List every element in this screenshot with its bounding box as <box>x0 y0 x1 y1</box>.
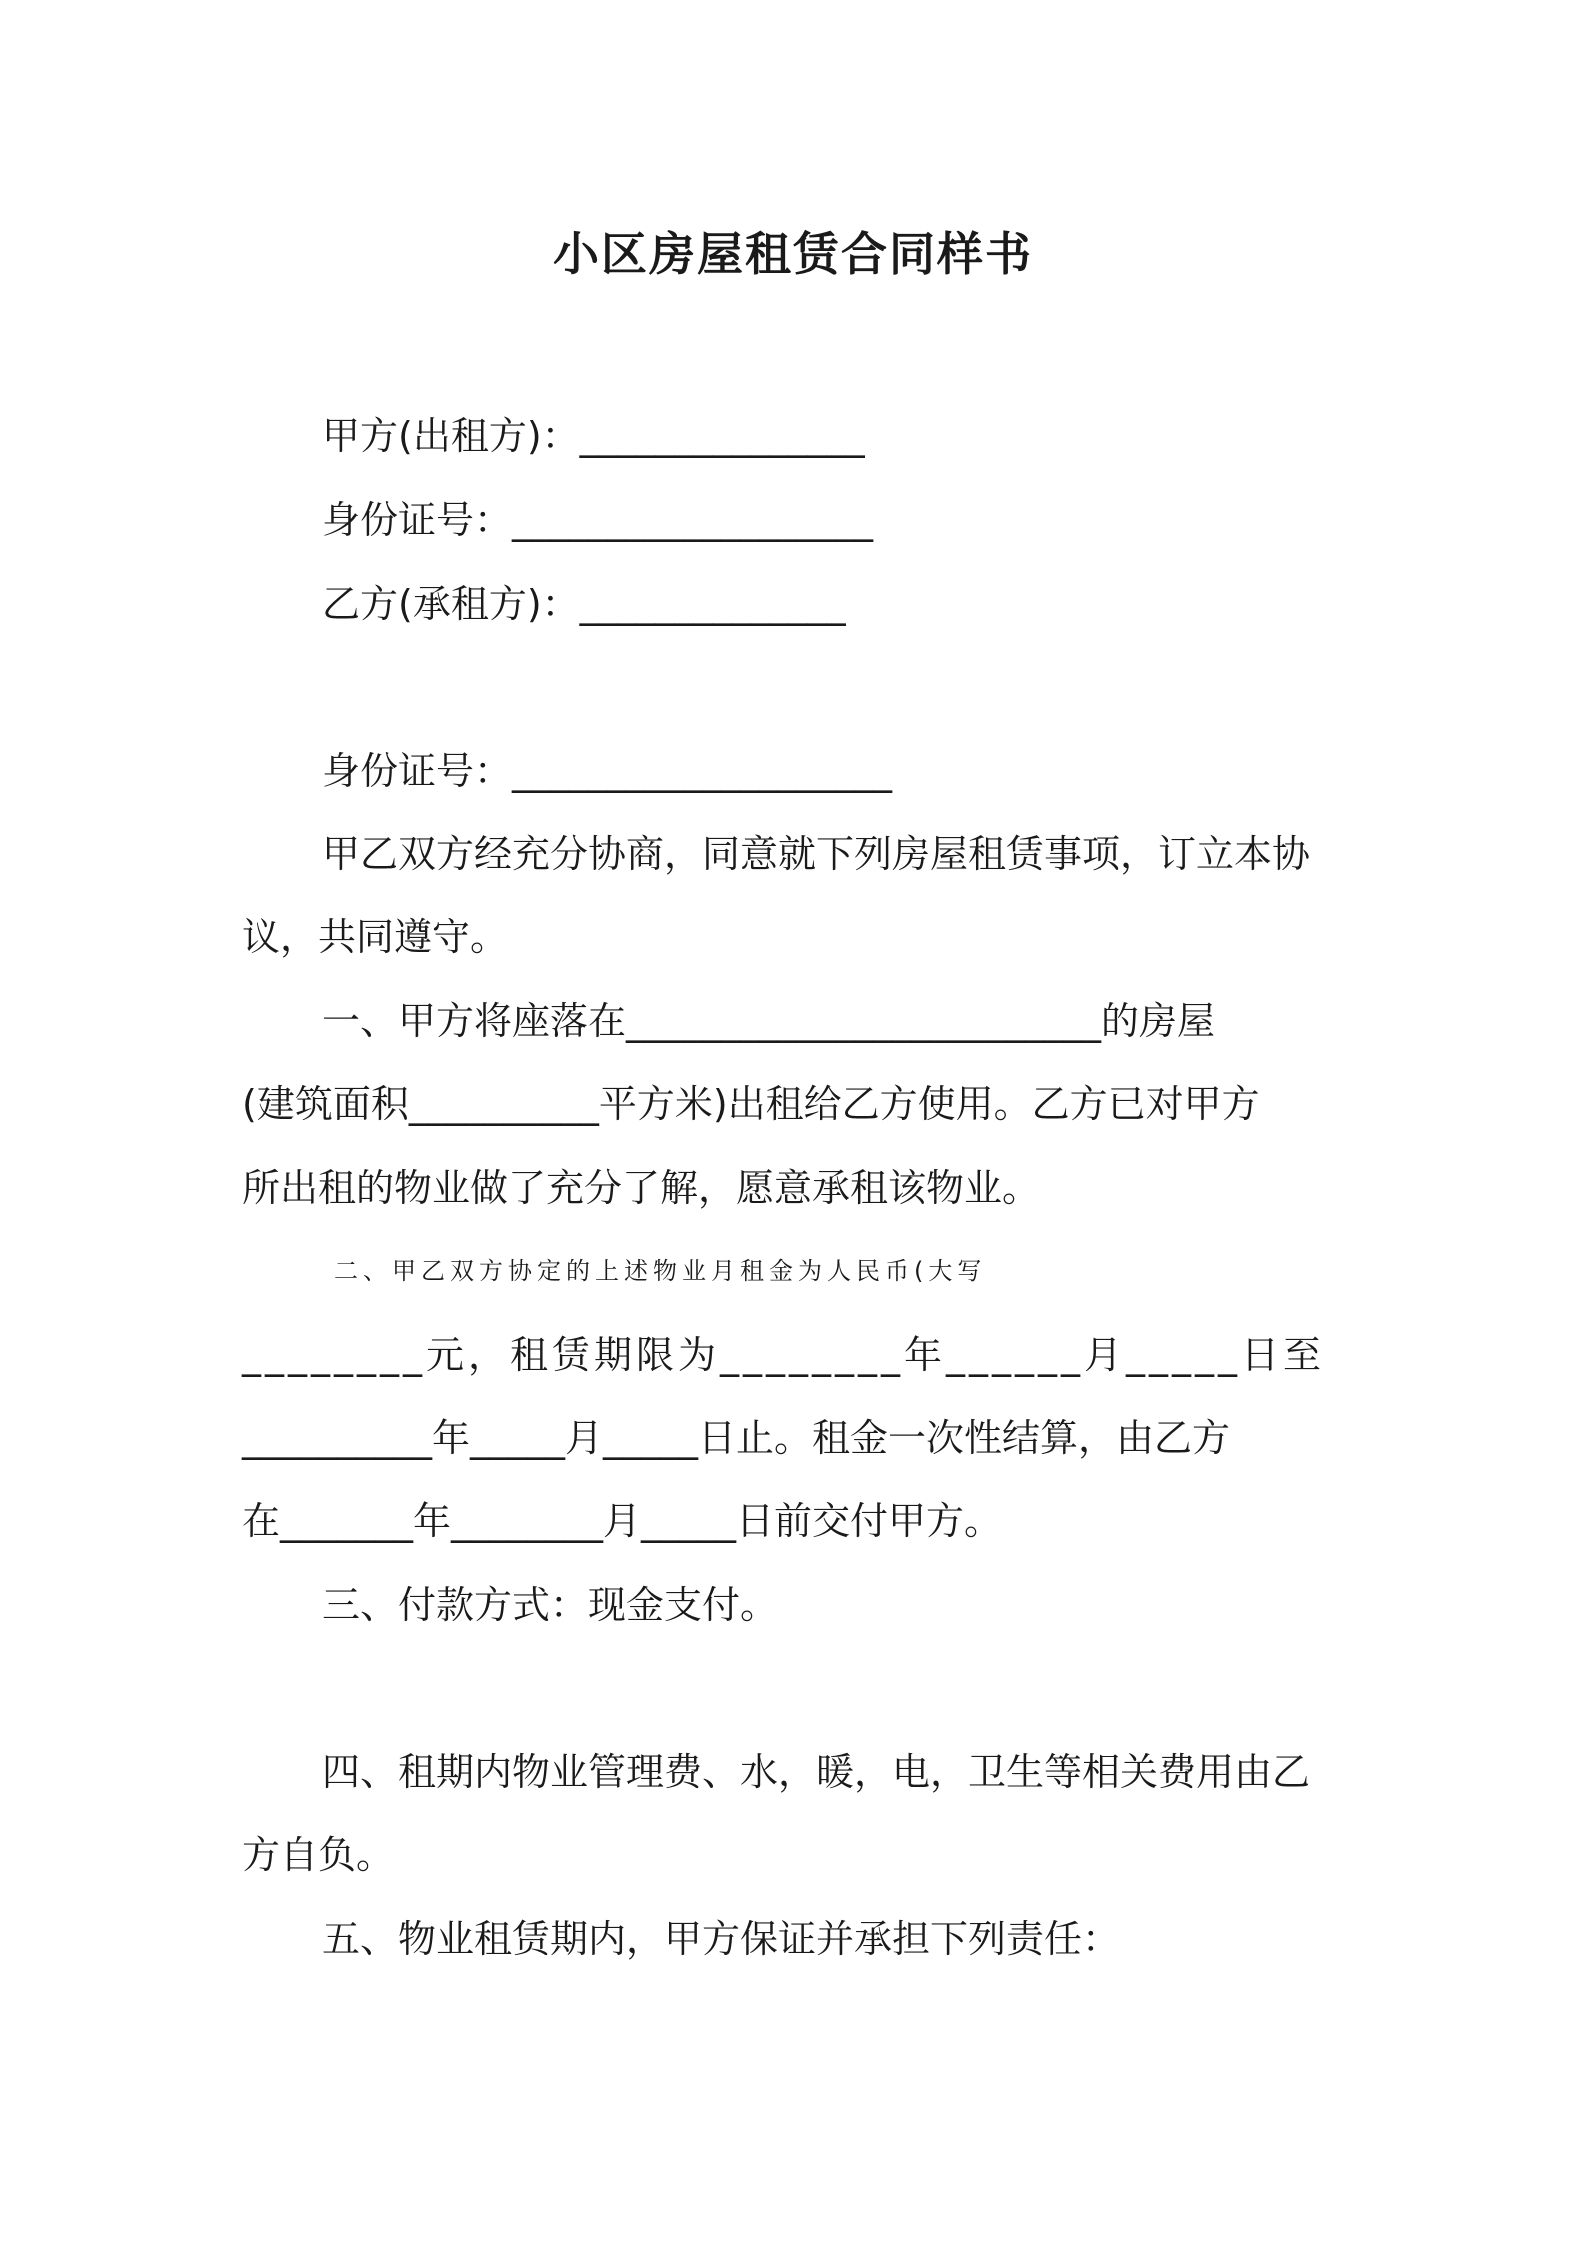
party-b-id-line: 身份证号：____________________ <box>322 749 893 793</box>
party-b-line: 乙方(承租方)：______________ <box>322 582 846 626</box>
clause-2-line-4: 在_______年________月_____日前交付甲方。 <box>242 1499 1003 1543</box>
clause-1-line-2: (建筑面积__________平方米)出租给乙方使用。乙方已对甲方 <box>242 1082 1260 1126</box>
party-a-line: 甲方(出租方)：_______________ <box>322 414 865 458</box>
clause-2-line-3: __________年_____月_____日止。租金一次性结算，由乙方 <box>242 1416 1231 1460</box>
clause-4-line-1: 四、租期内物业管理费、水，暖，电，卫生等相关费用由乙 <box>322 1750 1311 1794</box>
document-title: 小区房屋租赁合同样书 <box>553 227 1033 281</box>
intro-line-2: 议，共同遵守。 <box>242 915 509 959</box>
clause-1-line-1: 一、甲方将座落在_________________________的房屋 <box>322 999 1216 1043</box>
clause-4-line-2: 方自负。 <box>242 1833 395 1877</box>
clause-1-line-3: 所出租的物业做了充分了解，愿意承租该物业。 <box>242 1166 1041 1210</box>
intro-line-1: 甲乙双方经充分协商，同意就下列房屋租赁事项，订立本协 <box>322 832 1311 876</box>
clause-2-line-2: ________元，租赁期限为________年______月_____日至 <box>242 1333 1326 1377</box>
clause-2-line-1: 二、甲乙双方协定的上述物业月租金为人民币(大写 <box>334 1257 987 1285</box>
party-a-id-line: 身份证号：___________________ <box>322 498 874 542</box>
clause-3-line: 三、付款方式：现金支付。 <box>322 1583 779 1627</box>
clause-5-line: 五、物业租赁期内，甲方保证并承担下列责任： <box>322 1917 1121 1961</box>
